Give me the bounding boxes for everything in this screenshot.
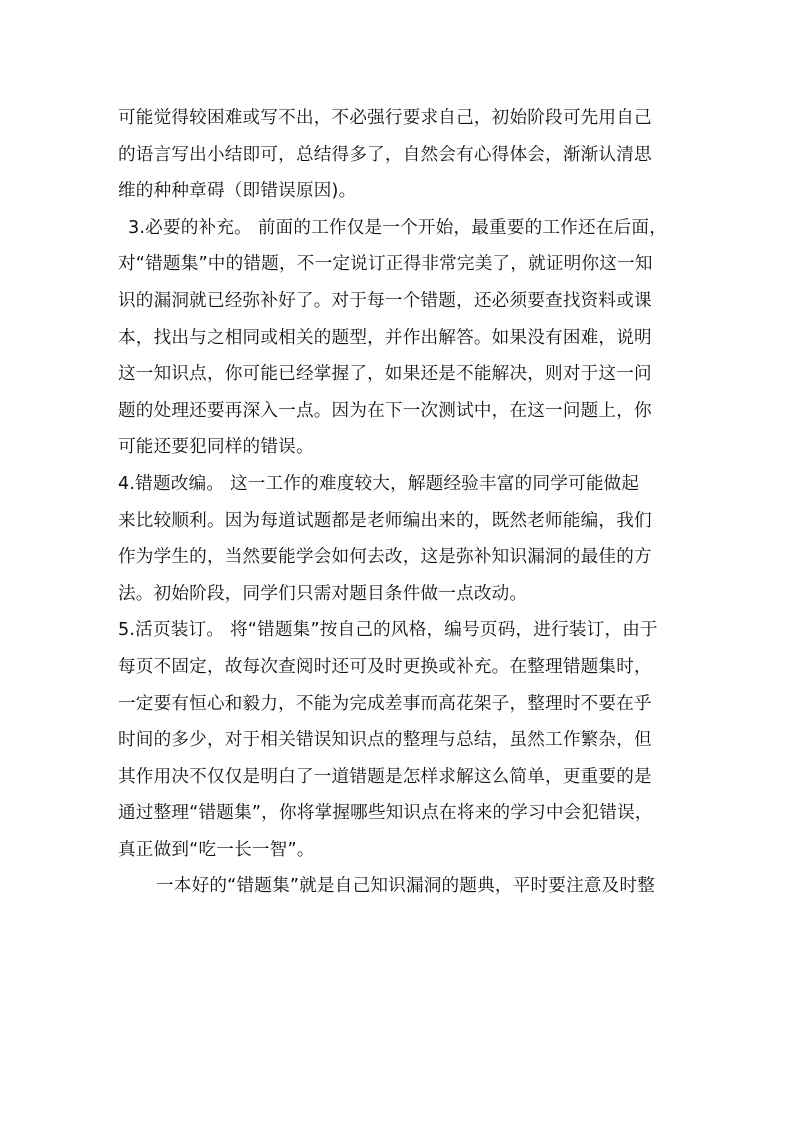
paragraph-line: 可能还要犯同样的错误。 xyxy=(118,437,314,458)
paragraph-line: 本，找出与之相同或相关的题型，并作出解答。如果没有困难，说明 xyxy=(118,327,652,348)
paragraph-line: 这一知识点，你可能已经掌握了，如果还是不能解决，则对于这一问 xyxy=(118,364,652,385)
paragraph-line: 每页不固定，故每次查阅时还可及时更换或补充。在整理错题集时， xyxy=(118,656,652,677)
paragraph-line: 题的处理还要再深入一点。因为在下一次测试中，在这一问题上，你 xyxy=(118,400,652,421)
paragraph-line: 对“错题集”中的错题，不一定说订正得非常完美了，就证明你这一知 xyxy=(118,254,653,275)
paragraph-line: 来比较顺利。因为每道试题都是老师编出来的，既然老师能编，我们 xyxy=(118,510,652,531)
paragraph-line: 通过整理“错题集”，你将掌握哪些知识点在将来的学习中会犯错误， xyxy=(118,803,653,824)
section-5-heading-line: 5.活页装订。 将“错题集”按自己的风格，编号页码，进行装订，由于 xyxy=(118,620,658,641)
paragraph-line: 法。初始阶段，同学们只需对题目条件做一点改动。 xyxy=(118,583,528,604)
section-4-heading-line: 4.错题改编。 这一工作的难度较大，解题经验丰富的同学可能做起 xyxy=(118,473,640,494)
paragraph-line: 作为学生的，当然要能学会如何去改，这是弥补知识漏洞的最佳的方 xyxy=(118,547,652,568)
paragraph-line: 一定要有恒心和毅力，不能为完成差事而高花架子，整理时不要在乎 xyxy=(118,693,652,714)
paragraph-line: 维的种种章碍（即错误原因)。 xyxy=(118,181,357,202)
document-body xyxy=(118,100,678,905)
closing-paragraph-line: 一本好的“错题集”就是自己知识漏洞的题典，平时要注意及时整 xyxy=(156,876,656,897)
paragraph-line: 识的漏洞就已经弥补好了。对于每一个错题，还必须要查找资料或课 xyxy=(118,290,652,311)
section-3-heading-line: 3.必要的补充。 前面的工作仅是一个开始，最重要的工作还在后面， xyxy=(128,217,668,238)
paragraph-line: 可能觉得较困难或写不出，不必强行要求自己，初始阶段可先用自己 xyxy=(118,108,652,128)
paragraph-line: 真正做到“吃一长一智”。 xyxy=(118,839,315,860)
paragraph-line: 其作用决不仅仅是明白了一道错题是怎样求解这么简单，更重要的是 xyxy=(118,766,652,787)
paragraph-line: 的语言写出小结即可，总结得多了，自然会有心得体会，渐渐认清思 xyxy=(118,144,652,165)
paragraph-line: 时间的多少，对于相关错误知识点的整理与总结，虽然工作繁杂，但 xyxy=(118,730,652,751)
